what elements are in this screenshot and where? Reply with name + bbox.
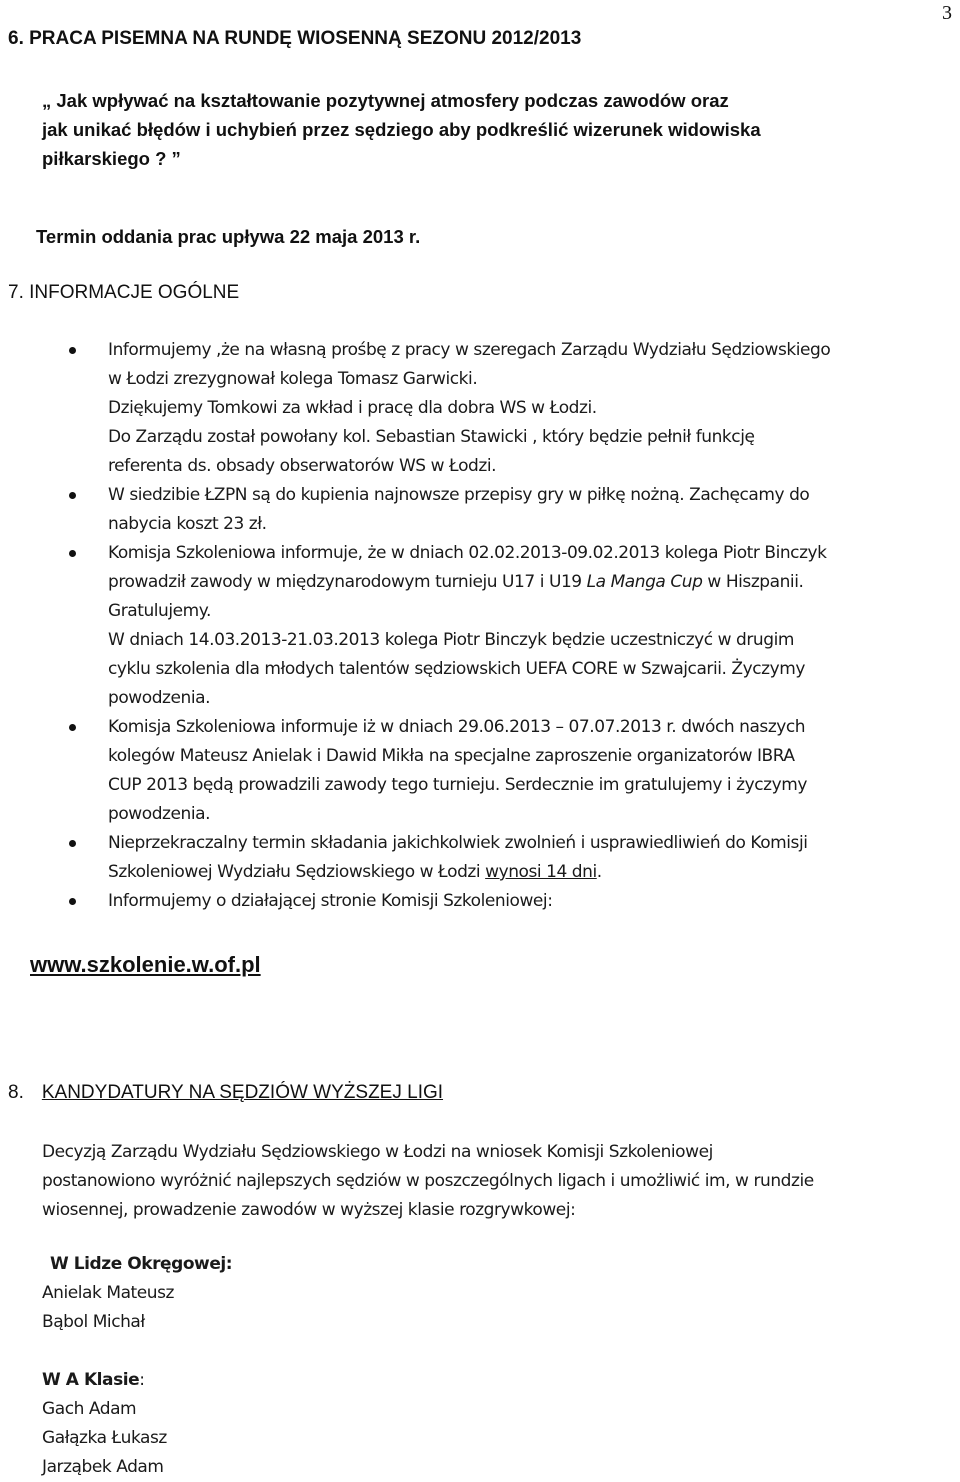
list-item-line: Do Zarządu został powołany kol. Sebastian Stawicki , który będzie pełnił funkcję	[108, 427, 755, 447]
league-group	[42, 1250, 232, 1337]
tournament-text: prowadził zawody w międzynarodowym turnieju U17 i U19	[108, 572, 587, 592]
list-item-line	[108, 568, 954, 597]
bullet-icon	[69, 898, 76, 905]
essay-topic-line: jak unikać błędów i uchybień przez sędziego aby podkreślić wizerunek widowiska	[42, 119, 761, 140]
list-item-line: kolegów Mateusz Anielak i Dawid Mikła na specjalne zaproszenie organizatorów IBRA	[108, 746, 795, 766]
paragraph-line: wiosennej, prowadzenie zawodów w wyższej klasie rozgrywkowej:	[42, 1200, 576, 1220]
bullet-icon	[69, 347, 76, 354]
list-item-line: W dniach 14.03.2013-21.03.2013 kolega Piotr Binczyk będzie uczestniczyć w drugim	[108, 630, 794, 650]
list-item-line: powodzenia.	[108, 804, 211, 824]
list-item-line: Komisja Szkoleniowa informuje iż w dniach 29.06.2013 – 07.07.2013 r. dwóch naszych	[108, 717, 806, 737]
deadline-highlight: wynosi 14 dni	[485, 862, 597, 882]
section-6-heading: 6. PRACA PISEMNA NA RUNDĘ WIOSENNĄ SEZONU 2012/2013	[8, 28, 582, 49]
bullet-icon	[69, 724, 76, 731]
list-item	[0, 539, 960, 713]
deadline-text: Szkoleniowej Wydziału Sędziowskiego w Łodzi	[108, 862, 486, 882]
list-item-line: referenta ds. obsady obserwatorów WS w Łodzi.	[108, 456, 497, 476]
league-group	[42, 1366, 167, 1482]
league-label: W Lidze Okręgowej:	[50, 1254, 233, 1274]
referee-name: Anielak Mateusz	[42, 1283, 174, 1303]
list-item-line: Nieprzekraczalny termin składania jakichkolwiek zwolnień i usprawiedliwień do Komisji	[108, 833, 808, 853]
list-item	[0, 887, 960, 916]
bullet-icon	[69, 840, 76, 847]
section-8-intro	[42, 1138, 814, 1225]
section-8-title: KANDYDATURY NA SĘDZIÓW WYŻSZEJ LIGI	[41, 1082, 444, 1103]
list-item-line: Informujemy ,że na własną prośbę z pracy w szeregach Zarządu Wydziału Sędziowskiego	[108, 340, 831, 360]
list-item-line: Informujemy o działającej stronie Komisji Szkoleniowej:	[108, 891, 553, 911]
section-8-number: 8.	[8, 1082, 24, 1103]
list-item-line: cyklu szkolenia dla młodych talentów sędziowskich UEFA CORE w Szwajcarii. Życzymy	[108, 659, 805, 679]
deadline-text: .	[596, 862, 602, 882]
list-item-line: Komisja Szkoleniowa informuje, że w dniach 02.02.2013-09.02.2013 kolega Piotr Binczyk	[108, 543, 827, 563]
essay-topic-line: „ Jak wpływać na kształtowanie pozytywnej atmosfery podczas zawodów oraz	[42, 90, 729, 111]
list-item-line: CUP 2013 będą prowadzili zawody tego turnieju. Serdecznie im gratulujemy i życzymy	[108, 775, 807, 795]
essay-deadline: Termin oddania prac upływa 22 maja 2013 r.	[36, 226, 421, 247]
list-item	[0, 481, 960, 539]
list-item-line	[108, 858, 954, 887]
section-8-heading	[8, 1082, 443, 1104]
essay-topic-line: piłkarskiego ? ”	[42, 148, 181, 169]
list-item-line: powodzenia.	[108, 688, 211, 708]
list-item-line: Gratulujemy.	[108, 601, 211, 621]
list-item-line: w Łodzi zrezygnował kolega Tomasz Garwicki.	[108, 369, 478, 389]
list-item-line: nabycia koszt 23 zł.	[108, 514, 267, 534]
list-item-line: W siedzibie ŁZPN są do kupienia najnowsze przepisy gry w piłkę nożną. Zachęcamy do	[108, 485, 810, 505]
paragraph-line: postanowiono wyróżnić najlepszych sędziów w poszczególnych ligach i umożliwić im, w rundzie	[42, 1171, 814, 1191]
website-link[interactable]: www.szkolenie.w.of.pl	[30, 952, 261, 977]
paragraph-line: Decyzją Zarządu Wydziału Sędziowskiego w Łodzi na wniosek Komisji Szkoleniowej	[42, 1142, 713, 1162]
referee-name: Gałązka Łukasz	[42, 1428, 167, 1448]
tournament-name: La Manga Cup	[586, 572, 703, 592]
list-item	[0, 336, 960, 481]
referee-name: Jarząbek Adam	[42, 1457, 164, 1477]
tournament-text: w Hiszpanii.	[702, 572, 804, 592]
list-item	[0, 713, 960, 829]
bullet-icon	[69, 492, 76, 499]
bullet-icon	[69, 550, 76, 557]
page-number: 3	[942, 2, 952, 24]
info-bullet-list	[0, 336, 960, 916]
essay-topic	[42, 86, 761, 173]
section-7-heading: 7. INFORMACJE OGÓLNE	[8, 282, 240, 303]
referee-name: Bąbol Michał	[42, 1312, 145, 1332]
league-label: W A Klasie	[42, 1370, 140, 1390]
league-label-suffix: :	[139, 1370, 145, 1390]
list-item	[0, 829, 960, 887]
list-item-line: Dziękujemy Tomkowi za wkład i pracę dla dobra WS w Łodzi.	[108, 398, 597, 418]
league-label-line	[42, 1366, 167, 1395]
referee-name: Gach Adam	[42, 1399, 137, 1419]
